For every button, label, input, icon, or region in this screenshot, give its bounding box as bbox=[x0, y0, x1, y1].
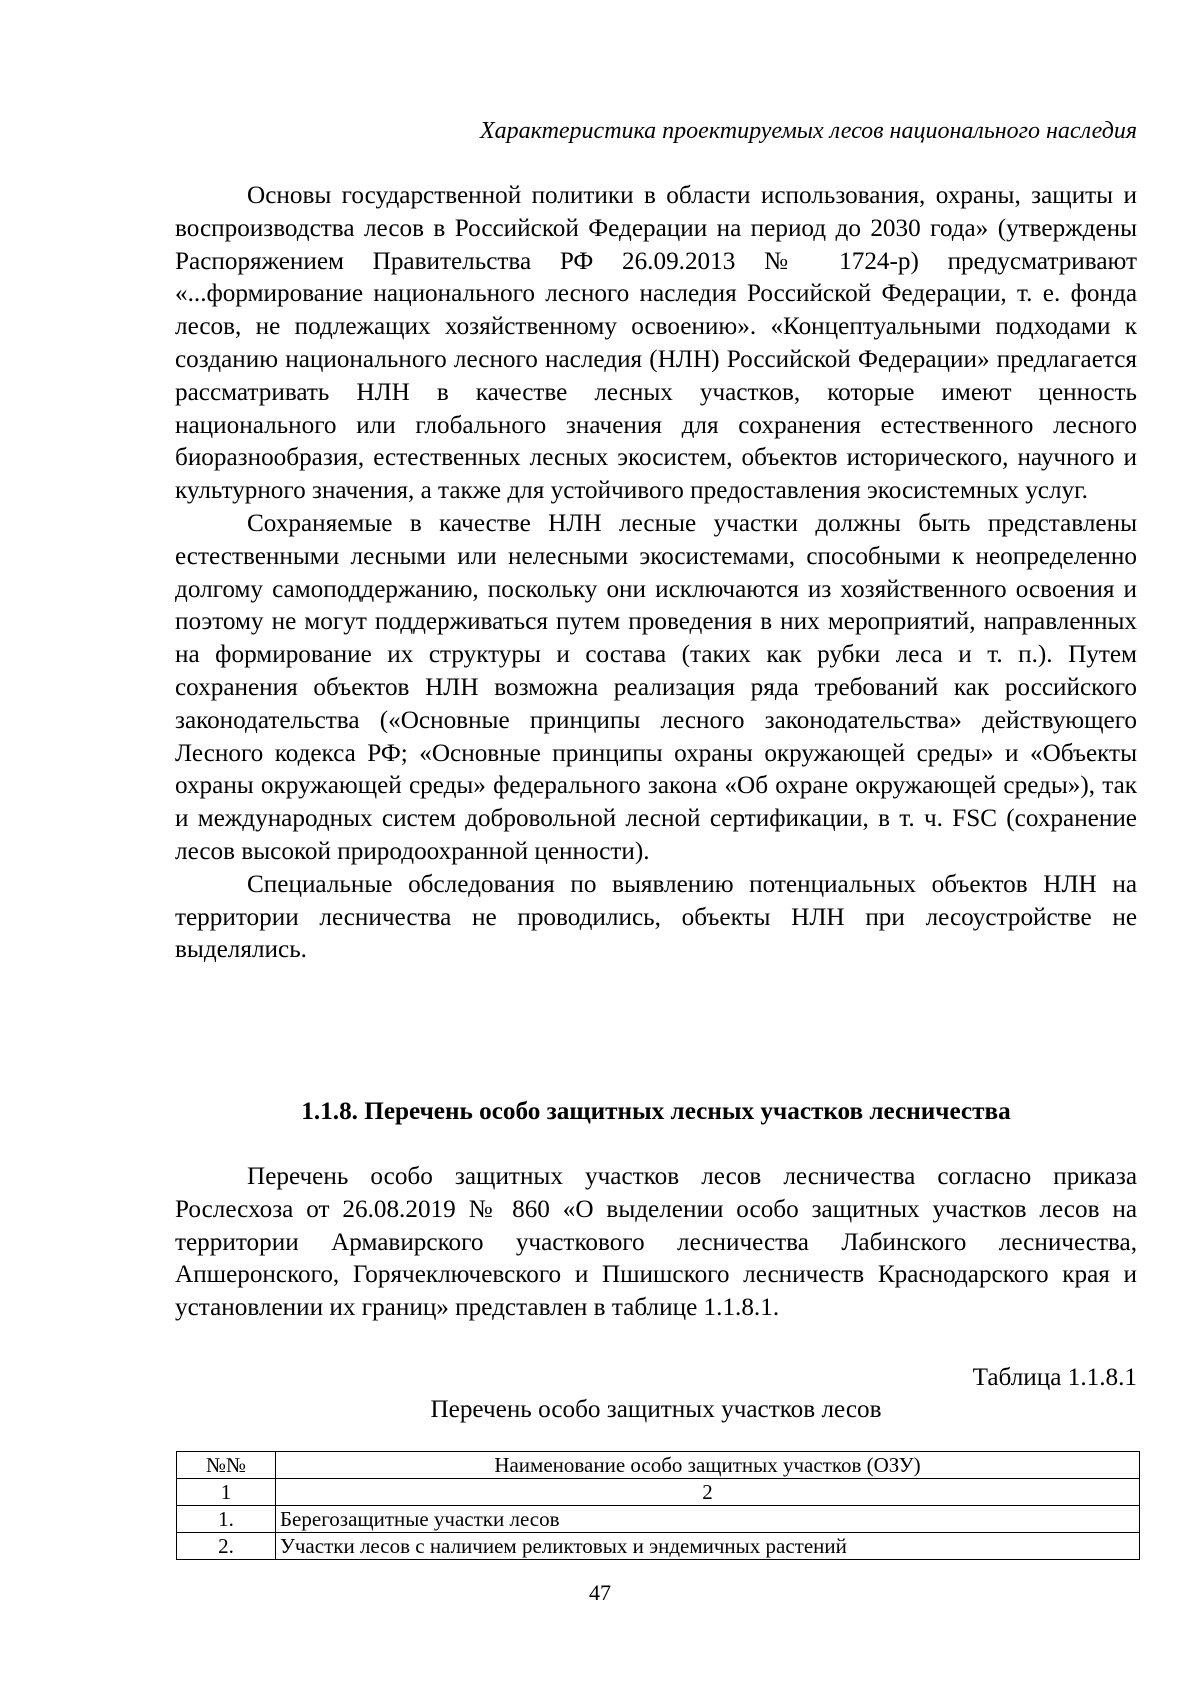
column-number-cell: 2 bbox=[276, 1479, 1140, 1506]
row-number-cell: 1. bbox=[177, 1506, 276, 1533]
table-column-number-row bbox=[177, 1479, 1140, 1506]
section-text-block bbox=[175, 1161, 1137, 1325]
table-row bbox=[177, 1506, 1140, 1533]
intro-text-block bbox=[175, 180, 1137, 967]
row-name-cell: Участки лесов с наличием реликтовых и эндемичных растений bbox=[276, 1533, 1140, 1560]
table-title: Перечень особо защитных участков лесов bbox=[430, 1396, 882, 1423]
column-number-cell: 1 bbox=[177, 1479, 276, 1506]
page-number: 47 bbox=[589, 1580, 611, 1605]
table-row bbox=[177, 1533, 1140, 1560]
paragraph-nln-preservation: Сохраняемые в качестве НЛН лесные участки должны быть представлены естественными лесными или нелесными экосистемами, способными к неопределенно долгому самоподдержанию, поскольку они исключаются из хозяйственного освоения и поэтому не могут поддерживаться путем проведения в них мероприятий, направленных на формирование их структуры и состава (таких как рубки леса и т. п.). Путем сохранения объектов НЛН возможна реализация ряда требований как российского законодательства («Основные принципы лесного законодательства» действующего Лесного кодекса РФ; «Основные принципы охраны окружающей среды» и «Объекты охраны окружающей среды» федерального закона «Об охране окружающей среды»), так и международных систем добровольной лесной сертификации, в т. ч. FSC (сохранение лесов высокой природоохранной ценности). bbox=[175, 509, 1137, 865]
header-cell-name: Наименование особо защитных участков (ОЗУ) bbox=[276, 1452, 1140, 1479]
running-header: Характеристика проектируемых лесов национального наследия bbox=[480, 118, 1137, 144]
row-number-cell: 2. bbox=[177, 1533, 276, 1560]
row-name-cell: Берегозащитные участки лесов bbox=[276, 1506, 1140, 1533]
paragraph-nln-surveys: Специальные обследования по выявлению потенциальных объектов НЛН на территории лесничества не проводились, объекты НЛН при лесоустройстве не выделялись. bbox=[175, 870, 1137, 964]
header-cell-number: №№ bbox=[177, 1452, 276, 1479]
section-heading: 1.1.8. Перечень особо защитных лесных участков лесничества bbox=[301, 1098, 1011, 1125]
paragraph-nln-policy: Основы государственной политики в области использования, охраны, защиты и воспроизводства лесов в Российской Федерации на период до 2030 года» (утверждены Распоряжением Правительства РФ 26.09.2013 № 1724-р) предусматривают «...формирование национального лесного наследия Российской Федерации, т. е. фонда лесов, не подлежащих хозяйственному освоению». «Концептуальными подходами к созданию национального лесного наследия (НЛН) Российской Федерации» предлагается рассматривать НЛН в качестве лесных участков, которые имеют ценность национального или глобального значения для сохранения естественного лесного биоразнообразия, естественных лесных экосистем, объектов исторического, научного и культурного значения, а также для устойчивого предоставления экосистемных услуг. bbox=[175, 182, 1137, 505]
ozu-table bbox=[176, 1451, 1140, 1560]
table-header-row bbox=[177, 1452, 1140, 1479]
paragraph-ozu-list: Перечень особо защитных участков лесов лесничества согласно приказа Рослесхоза от 26.08.2019 № 860 «О выделении особо защитных участков лесов на территории Армавирского участкового лесничества Лабинского лесничества, Апшеронского, Горячеключевского и Пшишского лесничеств Краснодарского края и установлении их границ» представлен в таблице 1.1.8.1. bbox=[175, 1163, 1137, 1322]
table-number-label: Таблица 1.1.8.1 bbox=[972, 1364, 1137, 1391]
